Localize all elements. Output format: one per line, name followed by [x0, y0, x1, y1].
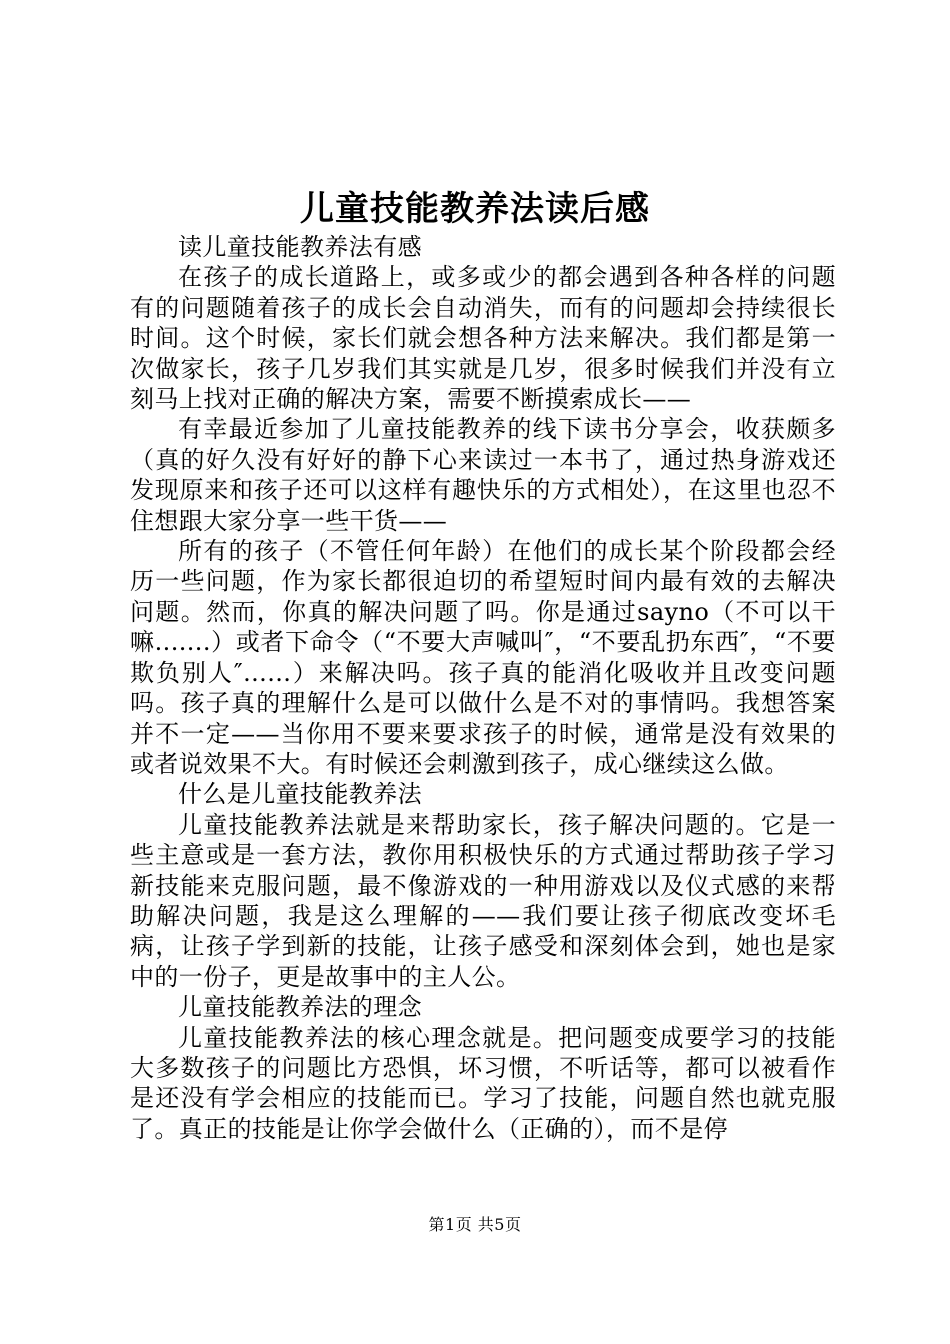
section-heading: 儿童技能教养法的理念 [178, 993, 422, 1022]
paragraph: 有幸最近参加了儿童技能教养的线下读书分享会，收获颇多（真的好久没有好好的静下心来读过一本书了，通过热身游戏还发现原来和孩子还可以这样有趣快乐的方式相处），在这里也忍不住想跟大家分享一些干货—— [130, 415, 836, 535]
paragraph-subtitle: 读儿童技能教养法有感 [178, 233, 422, 261]
section-heading: 什么是儿童技能教养法 [178, 780, 422, 809]
document-title: 儿童技能教养法读后感 [300, 189, 650, 229]
paragraph: 所有的孩子（不管任何年龄）在他们的成长某个阶段都会经历一些问题，作为家长都很迫切的希望短时间内最有效的去解决问题。然而，你真的解决问题了吗。你是通过sayno（不可以干嘛.......）或者下命令（“不要大声喊叫″，“不要乱扔东西″，“不要欺负别人″......）来解决吗。孩子真的能消化吸收并且改变问题吗。孩子真的理解什么是可以做什么是不对的事情吗。我想答案并不一定——当你用不要来要求孩子的时候，通常是没有效果的或者说效果不大。有时候还会刺激到孩子，成心继续这么做。 [130, 537, 836, 778]
paragraph: 儿童技能教养法就是来帮助家长，孩子解决问题的。它是一些主意或是一套方法，教你用积极快乐的方式通过帮助孩子学习新技能来克服问题，最不像游戏的一种用游戏以及仪式感的来帮助解决问题，我是这么理解的——我们要让孩子彻底改变坏毛病，让孩子学到新的技能，让孩子感受和深刻体会到，她也是家中的一份子，更是故事中的主人公。 [130, 810, 836, 991]
paragraph: 在孩子的成长道路上，或多或少的都会遇到各种各样的问题有的问题随着孩子的成长会自动消失，而有的问题却会持续很长时间。这个时候，家长们就会想各种方法来解决。我们都是第一次做家长，孩子几岁我们其实就是几岁，很多时候我们并没有立刻马上找对正确的解决方案，需要不断摸索成长—— [130, 263, 836, 414]
page-number: 第1页 共5页 [428, 1215, 522, 1234]
paragraph: 儿童技能教养法的核心理念就是。把问题变成要学习的技能大多数孩子的问题比方恐惧，坏习惯，不听话等，都可以被看作是还没有学会相应的技能而已。学习了技能，问题自然也就克服了。真正的技能是让你学会做什么（正确的），而不是停 [130, 1023, 836, 1143]
document-body [130, 232, 836, 1144]
